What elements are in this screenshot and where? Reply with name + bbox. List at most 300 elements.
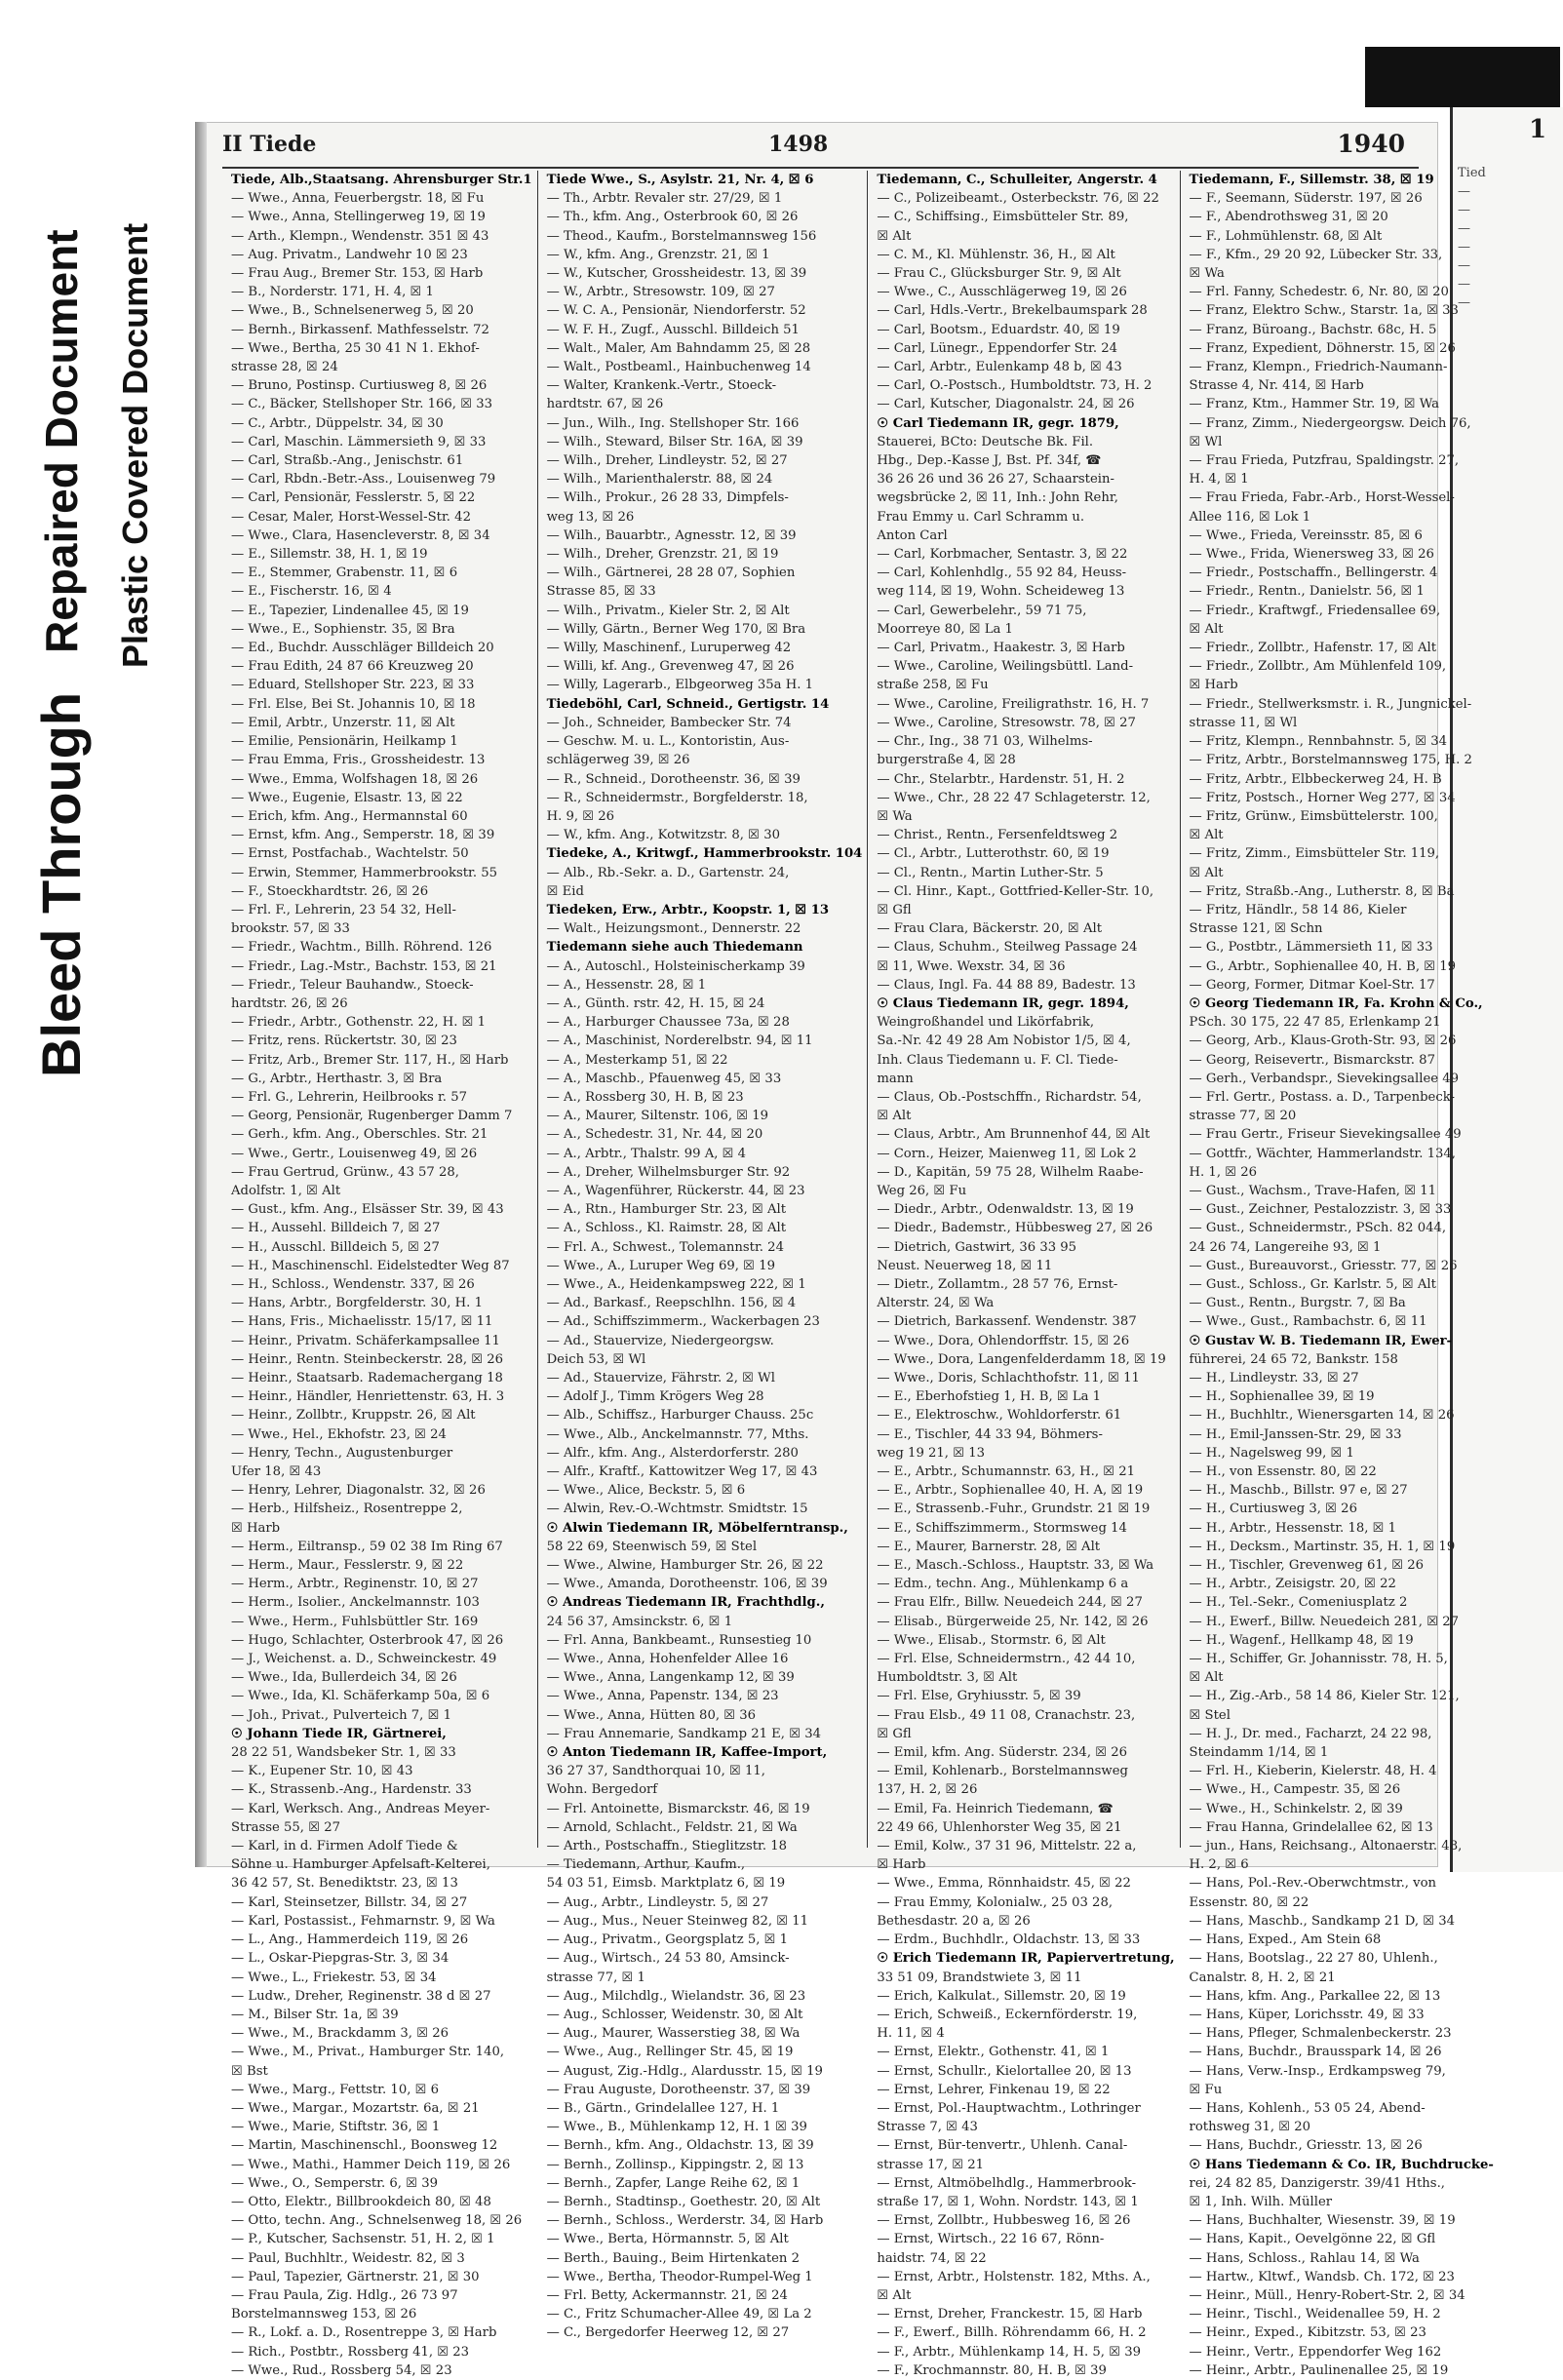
directory-entry: — Arnold, Schlacht., Feldstr. 21, ☒ Wa xyxy=(546,1819,798,1835)
directory-entry: — Hans, Fris., Michaelisstr. 15/17, ☒ 11 xyxy=(231,1314,493,1330)
directory-entry: — Rich., Postbtr., Rossberg 41, ☒ 23 xyxy=(231,2344,470,2360)
directory-entry: Sa.-Nr. 42 49 28 Am Nobistor 1/5, ☒ 4, xyxy=(877,1034,1131,1049)
directory-entry: — Fritz, Grünw., Eimsbüttelerstr. 100, xyxy=(1189,808,1438,824)
directory-entry: — Georg, Pensionär, Rugenberger Damm 7 xyxy=(231,1109,513,1124)
directory-entry: — G., Postbtr., Lämmersieth 11, ☒ 33 xyxy=(1189,940,1433,956)
directory-entry: — Wwe., Anna, Feuerbergstr. 18, ☒ Fu xyxy=(231,191,485,207)
directory-entry: — Wwe., B., Mühlenkamp 12, H. 1 ☒ 39 xyxy=(546,2120,807,2135)
directory-entry: — Friedr., Arbtr., Gothenstr. 22, H. ☒ 1 xyxy=(231,1015,487,1031)
directory-entry: — Fritz, Arbtr., Borstelmannsweg 175, H. 2 xyxy=(1189,753,1472,768)
directory-entry: — E., Tapezier, Lindenallee 45, ☒ 19 xyxy=(231,603,469,618)
directory-entry: — Ernst, Postfachab., Wachtelstr. 50 xyxy=(231,846,469,862)
directory-entry: — E., Eberhofstieg 1, H. B, ☒ La 1 xyxy=(877,1389,1102,1405)
directory-entry: ☒ Gfl xyxy=(877,902,912,917)
directory-entry: — Fritz, Arb., Bremer Str. 117, H., ☒ Harb xyxy=(231,1052,509,1068)
directory-entry: — Wilh., Privatm., Kieler Str. 2, ☒ Alt xyxy=(546,603,790,618)
directory-entry: — Willy, Gärtn., Berner Weg 170, ☒ Bra xyxy=(546,621,806,637)
directory-entry: — Heinr., Zollbtr., Kruppstr. 26, ☒ Alt xyxy=(231,1408,476,1424)
directory-entry: Neust. Neuerweg 18, ☒ 11 xyxy=(877,1258,1053,1273)
directory-entry: — F., Krochmannstr. 80, H. B, ☒ 39 xyxy=(877,2362,1107,2378)
directory-entry: 22 49 66, Uhlenhorster Weg 35, ☒ 21 xyxy=(877,1819,1122,1835)
directory-entry: — Herb., Hilfsheiz., Rosentreppe 2, xyxy=(231,1502,463,1517)
directory-entry: — Aug., Milchdlg., Wielandstr. 36, ☒ 23 xyxy=(546,1988,806,2004)
directory-entry: — A., Rtn., Hamburger Str. 23, ☒ Alt xyxy=(546,1202,787,1218)
directory-entry: — H., Sophienallee 39, ☒ 19 xyxy=(1189,1389,1375,1405)
plastic-covered-label: Plastic Covered Document xyxy=(115,222,155,668)
directory-entry: — Wwe., M., Privat., Hamburger Str. 140, xyxy=(231,2045,505,2060)
directory-entry: — Carl, Lünegr., Eppendorfer Str. 24 xyxy=(877,340,1118,356)
directory-entry: Inh. Claus Tiedemann u. F. Cl. Tiede- xyxy=(877,1052,1118,1068)
directory-entry: — R., Lokf. a. D., Rosentreppe 3, ☒ Harb xyxy=(231,2325,497,2341)
directory-entry: — Ludw., Dreher, Reginenstr. 38 d ☒ 27 xyxy=(231,1988,491,2004)
directory-entry: — Dietrich, Gastwirt, 36 33 95 xyxy=(877,1239,1077,1255)
directory-entry: — Fritz, Klempn., Rennbahnstr. 5, ☒ 34 xyxy=(1189,734,1448,750)
directory-entry: — A., Maschb., Pfauenweg 45, ☒ 33 xyxy=(546,1071,782,1086)
directory-entry: — Willy, Maschinenf., Luruperweg 42 xyxy=(546,641,792,656)
directory-entry: ☒ Harb xyxy=(231,1520,281,1536)
directory-entry: — Ernst, Elektr., Gothenstr. 41, ☒ 1 xyxy=(877,2045,1110,2060)
directory-entry: ☒ Harb xyxy=(1189,678,1238,693)
directory-entry: ☉ Carl Tiedemann IR, gegr. 1879, xyxy=(877,415,1119,431)
directory-entry: Stauerei, BCto: Deutsche Bk. Fil. xyxy=(877,434,1094,449)
directory-entry: — H., Maschb., Billstr. 97 e, ☒ 27 xyxy=(1189,1483,1408,1499)
directory-entry: — Hans, Kohlenh., 53 05 24, Abend- xyxy=(1189,2100,1426,2116)
directory-entry: — Henry, Techn., Augustenburger xyxy=(231,1445,453,1461)
directory-entry: — G., Arbtr., Herthastr. 3, ☒ Bra xyxy=(231,1071,443,1086)
directory-entry: — Hans, Exped., Am Stein 68 xyxy=(1189,1932,1382,1948)
directory-entry: — E., Masch.-Schloss., Hauptstr. 33, ☒ Wa xyxy=(877,1558,1154,1574)
next-page-line: — xyxy=(1458,295,1470,310)
directory-entry: — Carl, Maschin. Lämmersieth 9, ☒ 33 xyxy=(231,434,487,449)
directory-entry: — Fritz, Straßb.-Ang., Lutherstr. 8, ☒ Ba xyxy=(1189,883,1455,899)
directory-entry: H. 2, ☒ 6 xyxy=(1189,1857,1249,1873)
directory-entry: ☒ Wl xyxy=(1189,434,1223,449)
directory-entry: ☒ Gfl xyxy=(877,1726,912,1741)
directory-entry: — Wwe., Mathi., Hammer Deich 119, ☒ 26 xyxy=(231,2157,511,2172)
directory-entry: — Hans, Kapit., Oevelgönne 22, ☒ Gfl xyxy=(1189,2232,1436,2247)
directory-entry: Moorreye 80, ☒ La 1 xyxy=(877,621,1013,637)
directory-entry: — Friedr., Zollbtr., Am Mühlenfeld 109, xyxy=(1189,659,1447,675)
directory-entry: — H., Arbtr., Hessenstr. 18, ☒ 1 xyxy=(1189,1520,1397,1536)
directory-entry: — Walt., Heizungsmont., Dennerstr. 22 xyxy=(546,921,801,937)
directory-entry: hardtstr. 26, ☒ 26 xyxy=(231,995,348,1011)
directory-entry: — Bernh., kfm. Ang., Oldachstr. 13, ☒ 39 xyxy=(546,2138,814,2154)
directory-entry: — Franz, Büroang., Bachstr. 68c, H. 5 xyxy=(1189,322,1437,337)
directory-entry: — Walt., Postbeaml., Hainbuchenweg 14 xyxy=(546,360,811,375)
directory-entry: — E., Fischerstr. 16, ☒ 4 xyxy=(231,584,392,600)
directory-entry: — H., Schiffer, Gr. Johannisstr. 78, H. 5, xyxy=(1189,1652,1448,1667)
directory-entry: — Wwe., Anna, Hütten 80, ☒ 36 xyxy=(546,1707,757,1723)
directory-entry: — Wwe., E., Sophienstr. 35, ☒ Bra xyxy=(231,621,455,637)
directory-entry: — F., Ewerf., Billh. Röhrendamm 66, H. 2 xyxy=(877,2325,1147,2341)
directory-entry: — Herm., Maur., Fesslerstr. 9, ☒ 22 xyxy=(231,1558,464,1574)
directory-entry: Frau Emmy u. Carl Schramm u. xyxy=(877,509,1085,525)
directory-entry: — Henry, Lehrer, Diagonalstr. 32, ☒ 26 xyxy=(231,1483,486,1499)
directory-entry: — F., Lohmühlenstr. 68, ☒ Alt xyxy=(1189,228,1383,244)
directory-entry: 58 22 69, Steenwisch 59, ☒ Stel xyxy=(546,1539,758,1554)
directory-entry: ☉ Hans Tiedemann & Co. IR, Buchdrucke- xyxy=(1189,2157,1494,2172)
directory-entry: haidstr. 74, ☒ 22 xyxy=(877,2250,987,2266)
directory-entry: — Frau Aug., Bremer Str. 153, ☒ Harb xyxy=(231,266,484,282)
directory-entry: ☒ Alt xyxy=(877,2287,912,2303)
directory-entry: — Walt., Maler, Am Bahndamm 25, ☒ 28 xyxy=(546,340,811,356)
directory-entry: — Wwe., Caroline, Stresowstr. 78, ☒ 27 xyxy=(877,715,1136,730)
directory-entry: Deich 53, ☒ Wl xyxy=(546,1351,646,1367)
directory-entry: — Frl. Else, Schneidermstrn., 42 44 10, xyxy=(877,1652,1136,1667)
directory-entry: — Walter, Krankenk.-Vertr., Stoeck- xyxy=(546,378,777,394)
directory-entry: Humboldtstr. 3, ☒ Alt xyxy=(877,1670,1018,1686)
directory-entry: — A., Schedestr. 31, Nr. 44, ☒ 20 xyxy=(546,1127,763,1143)
directory-entry: schlägerweg 39, ☒ 26 xyxy=(546,753,690,768)
directory-entry: ☉ Gustav W. B. Tiedemann IR, Ewer- xyxy=(1189,1333,1453,1348)
directory-entry: — A., Rossberg 30, H. B, ☒ 23 xyxy=(546,1089,744,1105)
directory-entry: — Wwe., Anna, Stellingerweg 19, ☒ 19 xyxy=(231,210,486,225)
next-page-line: Tied xyxy=(1458,166,1486,180)
directory-entry: — Carl, Rbdn.-Betr.-Ass., Louisenweg 79 xyxy=(231,472,496,488)
directory-entry: ☒ Alt xyxy=(877,228,912,244)
directory-entry: — Aug., Wirtsch., 24 53 80, Amsinck- xyxy=(546,1951,790,1967)
directory-entry: — Ernst, Arbtr., Holstenstr. 182, Mths. A., xyxy=(877,2269,1151,2284)
directory-entry: — H., Curtiusweg 3, ☒ 26 xyxy=(1189,1502,1357,1517)
directory-entry: — H., Buchhltr., Wienersgarten 14, ☒ 26 xyxy=(1189,1408,1455,1424)
directory-entry: — Heinr., Arbtr., Paulinenallee 25, ☒ 19 xyxy=(1189,2362,1449,2378)
directory-entry: — Ernst, Bür-tenvertr., Uhlenh. Canal- xyxy=(877,2138,1128,2154)
directory-entry: — Emil, Kohlenarb., Borstelmannsweg xyxy=(877,1764,1128,1779)
directory-entry: ☉ Alwin Tiedemann IR, Möbelferntransp., xyxy=(546,1520,848,1536)
directory-entry: — Wilh., Steward, Bilser Str. 16A, ☒ 39 xyxy=(546,434,803,449)
directory-entry: — Arth., Postschaffn., Stieglitzstr. 18 xyxy=(546,1839,788,1854)
directory-entry: 54 03 51, Eimsb. Marktplatz 6, ☒ 19 xyxy=(546,1876,786,1892)
directory-entry: Tiede, Alb.,Staatsang. Ahrensburger Str.1 xyxy=(231,173,532,187)
directory-entry: — Heinr., Privatm. Schäferkampsallee 11 xyxy=(231,1333,500,1348)
directory-entry: straße 17, ☒ 1, Wohn. Nordstr. 143, ☒ 1 xyxy=(877,2194,1139,2209)
directory-entry: — H., Emil-Janssen-Str. 29, ☒ 33 xyxy=(1189,1426,1402,1442)
directory-entry: H. 11, ☒ 4 xyxy=(877,2026,945,2042)
directory-entry: — R., Schneid., Dorotheenstr. 36, ☒ 39 xyxy=(546,771,801,787)
directory-entry: — Bernh., Zollinsp., Kippingstr. 2, ☒ 13 xyxy=(546,2157,804,2172)
directory-entry: — Alb., Rb.-Sekr. a. D., Gartenstr. 24, xyxy=(546,865,790,880)
directory-entry: — Frl. G., Lehrerin, Heilbrooks r. 57 xyxy=(231,1089,467,1105)
directory-entry: — Alfr., kfm. Ang., Alsterdorferstr. 280 xyxy=(546,1445,799,1461)
directory-entry: — Georg, Reisevertr., Bismarckstr. 87 xyxy=(1189,1052,1435,1068)
directory-entry: — Wwe., Chr., 28 22 47 Schlageterstr. 12, xyxy=(877,790,1151,805)
directory-entry: — R., Schneidermstr., Borgfelderstr. 18, xyxy=(546,790,808,805)
directory-entry: — Wwe., H., Campestr. 35, ☒ 26 xyxy=(1189,1782,1401,1798)
directory-entry: — Wwe., Margar., Mozartstr. 6a, ☒ 21 xyxy=(231,2100,480,2116)
directory-entry: 36 27 37, Sandthorquai 10, ☒ 11, xyxy=(546,1764,765,1779)
directory-entry: — Fritz, Arbtr., Elbbeckerweg 24, H. B xyxy=(1189,771,1442,787)
directory-entry: — Wwe., C., Ausschlägerweg 19, ☒ 26 xyxy=(877,285,1127,300)
directory-entry: — Carl, Privatm., Haakestr. 3, ☒ Harb xyxy=(877,641,1125,656)
directory-entry: 33 51 09, Brandstwiete 3, ☒ 11 xyxy=(877,1970,1082,1985)
directory-entry: — Wwe., L., Friekestr. 53, ☒ 34 xyxy=(231,1970,437,1985)
directory-entry: ☒ 1, Inh. Wilh. Müller xyxy=(1189,2194,1333,2209)
directory-entry: — Wwe., Bertha, 25 30 41 N 1. Ekhof- xyxy=(231,340,480,356)
directory-entry: — Emil, Fa. Heinrich Tiedemann, ☎ xyxy=(877,1801,1114,1816)
directory-entry: — Heinr., Rentn. Steinbeckerstr. 28, ☒ 26 xyxy=(231,1351,504,1367)
directory-entry: — Wilh., Marienthalerstr. 88, ☒ 24 xyxy=(546,472,773,488)
directory-entry: Ufer 18, ☒ 43 xyxy=(231,1464,322,1480)
directory-entry: Bethesdastr. 20 a, ☒ 26 xyxy=(877,1913,1031,1929)
side-labels xyxy=(0,0,185,2123)
directory-entry: — Frau Auguste, Dorotheenstr. 37, ☒ 39 xyxy=(546,2082,811,2097)
directory-entry: Strasse 85, ☒ 33 xyxy=(546,584,656,600)
directory-entry: — Diedr., Arbtr., Odenwaldstr. 13, ☒ 19 xyxy=(877,1202,1134,1218)
directory-entry: — C., Fritz Schumacher-Allee 49, ☒ La 2 xyxy=(546,2307,812,2322)
directory-entry: Adolfstr. 1, ☒ Alt xyxy=(231,1183,341,1198)
directory-entry: — F., Arbtr., Mühlenkamp 14, H. 5, ☒ 39 xyxy=(877,2344,1141,2360)
directory-page xyxy=(195,122,1494,2378)
directory-entry: — Elisab., Bürgerweide 25, Nr. 142, ☒ 26 xyxy=(877,1614,1149,1629)
next-page-line: — xyxy=(1458,277,1470,292)
directory-entry: — Claus, Arbtr., Am Brunnenhof 44, ☒ Alt xyxy=(877,1127,1151,1143)
directory-entry: — Frl. F., Lehrerin, 23 54 32, Hell- xyxy=(231,902,456,917)
directory-entry: — Gust., Zeichner, Pestalozzistr. 3, ☒ 33 xyxy=(1189,1202,1452,1218)
directory-entry: — H., Tischler, Grevenweg 61, ☒ 26 xyxy=(1189,1558,1424,1574)
directory-entry: — Wwe., Bertha, Theodor-Rumpel-Weg 1 xyxy=(546,2269,813,2284)
directory-entry: — Frl. A., Schwest., Tolemannstr. 24 xyxy=(546,1239,784,1255)
directory-entry: — Carl, Hdls.-Vertr., Brekelbaumspark 28 xyxy=(877,303,1148,319)
directory-entry: — D., Kapitän, 59 75 28, Wilhelm Raabe- xyxy=(877,1164,1144,1180)
directory-entry: — A., Schloss., Kl. Raimstr. 28, ☒ Alt xyxy=(546,1221,787,1236)
directory-entry: — August, Zig.-Hdlg., Alardusstr. 15, ☒ 19 xyxy=(546,2063,823,2079)
directory-entry: — Karl, in d. Firmen Adolf Tiede & xyxy=(231,1839,458,1854)
directory-entry: weg 13, ☒ 26 xyxy=(546,509,635,525)
directory-entry: Söhne u. Hamburger Apfelsaft-Kelterei, xyxy=(231,1857,490,1873)
directory-entry: — Theod., Kaufm., Borstelmannsweg 156 xyxy=(546,228,817,244)
directory-entry: — Wilh., Gärtnerei, 28 28 07, Sophien xyxy=(546,566,796,581)
directory-entry: wegsbrücke 2, ☒ 11, Inh.: John Rehr, xyxy=(877,490,1118,506)
directory-entry: — Edm., techn. Ang., Mühlenkamp 6 a xyxy=(877,1577,1129,1592)
directory-entry: — Wilh., Bauarbtr., Agnesstr. 12, ☒ 39 xyxy=(546,527,797,543)
directory-entry: Strasse 4, Nr. 414, ☒ Harb xyxy=(1189,378,1364,394)
directory-entry: — Karl, Steinsetzer, Billstr. 34, ☒ 27 xyxy=(231,1894,468,1910)
directory-entry: — Carl, Korbmacher, Sentastr. 3, ☒ 22 xyxy=(877,547,1128,563)
directory-entry: ☒ Alt xyxy=(1189,828,1224,843)
directory-entry: — Eduard, Stellshoper Str. 223, ☒ 33 xyxy=(231,678,475,693)
directory-entry: — H., Arbtr., Zeisigstr. 20, ☒ 22 xyxy=(1189,1577,1396,1592)
directory-entry: — Wwe., O., Semperstr. 6, ☒ 39 xyxy=(231,2175,438,2191)
directory-entry: — Aug., Privatm., Georgsplatz 5, ☒ 1 xyxy=(546,1932,789,1948)
directory-entry: — Alwin, Rev.-O.-Wchtmstr. Smidtstr. 15 xyxy=(546,1502,808,1517)
directory-entry: Strasse 121, ☒ Schn xyxy=(1189,921,1323,937)
directory-entry: — A., Mesterkamp 51, ☒ 22 xyxy=(546,1052,728,1068)
directory-entry: Tiedemann siehe auch Thiedemann xyxy=(546,940,803,956)
directory-entry: — Aug., Mus., Neuer Steinweg 82, ☒ 11 xyxy=(546,1913,809,1929)
directory-entry: ☒ Stel xyxy=(1189,1707,1231,1723)
directory-entry: Anton Carl xyxy=(877,527,948,543)
directory-entry: — Gerh., Verbandspr., Sievekingsallee 49 xyxy=(1189,1071,1460,1086)
directory-entry: — Friedr., Lag.-Mstr., Bachstr. 153, ☒ 21 xyxy=(231,958,497,974)
directory-entry: — Frau C., Glücksburger Str. 9, ☒ Alt xyxy=(877,266,1121,282)
directory-entry: Tiedemann, F., Sillemstr. 38, ☒ 19 xyxy=(1189,173,1434,187)
directory-entry: — Chr., Ing., 38 71 03, Wilhelms- xyxy=(877,734,1093,750)
directory-entry: — B., Gärtn., Grindelallee 127, H. 1 xyxy=(546,2100,780,2116)
directory-entry: — Joh., Privat., Pulverteich 7, ☒ 1 xyxy=(231,1707,451,1723)
directory-entry: — Carl, Arbtr., Eulenkamp 48 b, ☒ 43 xyxy=(877,360,1122,375)
directory-entry: — Wwe., Alwine, Hamburger Str. 26, ☒ 22 xyxy=(546,1558,824,1574)
directory-entry: — A., Maschinist, Norderelbstr. 94, ☒ 11 xyxy=(546,1034,813,1049)
directory-entry: — Claus, Ob.-Postschffn., Richardstr. 54, xyxy=(877,1089,1142,1105)
directory-entry: — Wilh., Prokur., 26 28 33, Dimpfels- xyxy=(546,490,789,506)
directory-entry: — Frau Clara, Bäckerstr. 20, ☒ Alt xyxy=(877,921,1102,937)
directory-entry: — F., Stoeckhardtstr. 26, ☒ 26 xyxy=(231,883,429,899)
directory-entry: — Willy, Lagerarb., Elbgeorweg 35a H. 1 xyxy=(546,678,814,693)
directory-entry: — W., kfm. Ang., Kotwitzstr. 8, ☒ 30 xyxy=(546,828,780,843)
directory-entry: Strasse 7, ☒ 43 xyxy=(877,2120,978,2135)
repaired-document-label: Repaired Document xyxy=(36,229,87,653)
directory-entry: — F., Kfm., 29 20 92, Lübecker Str. 33, xyxy=(1189,247,1443,262)
directory-entry: — Emil, Kolw., 37 31 96, Mittelstr. 22 a, xyxy=(877,1839,1137,1854)
directory-entry: — Emil, Arbtr., Unzerstr. 11, ☒ Alt xyxy=(231,715,455,730)
directory-entry: 137, H. 2, ☒ 26 xyxy=(877,1782,978,1798)
directory-entry: — G., Arbtr., Sophienallee 40, H. B, ☒ 19 xyxy=(1189,958,1457,974)
directory-entry: hardtstr. 67, ☒ 26 xyxy=(546,397,664,412)
directory-entry: — Emilie, Pensionärin, Heilkamp 1 xyxy=(231,734,458,750)
directory-entry: — Carl, Gewerbelehr., 59 71 75, xyxy=(877,603,1087,618)
directory-entry: Allee 116, ☒ Lok 1 xyxy=(1189,509,1311,525)
directory-entry: brookstr. 57, ☒ 33 xyxy=(231,921,350,937)
directory-entry: weg 114, ☒ 19, Wohn. Scheideweg 13 xyxy=(877,584,1125,600)
directory-entry: — Frau Annemarie, Sandkamp 21 E, ☒ 34 xyxy=(546,1726,821,1741)
directory-entry: strasse 77, ☒ 1 xyxy=(546,1970,645,1985)
directory-entry: — Otto, techn. Ang., Schnelsenweg 18, ☒ 26 xyxy=(231,2213,523,2229)
directory-entry: — Th., kfm. Ang., Osterbrook 60, ☒ 26 xyxy=(546,210,799,225)
directory-entry: — Frl. Gertr., Postass. a. D., Tarpenbeck- xyxy=(1189,1089,1455,1105)
directory-entry: rothsweg 31, ☒ 20 xyxy=(1189,2120,1311,2135)
directory-entry: — Frau Frieda, Fabr.-Arb., Horst-Wessel- xyxy=(1189,490,1455,506)
directory-entry: — Gottfr., Wächter, Hammerlandstr. 134, xyxy=(1189,1146,1456,1161)
directory-entry: — Hans, Pol.-Rev.-Oberwchtmstr., von xyxy=(1189,1876,1437,1892)
directory-entry: — Franz, Klempn., Friedrich-Naumann- xyxy=(1189,360,1448,375)
directory-entry: — Th., Arbtr. Revaler str. 27/29, ☒ 1 xyxy=(546,191,783,207)
directory-entry: — Cl., Rentn., Martin Luther-Str. 5 xyxy=(877,865,1104,880)
directory-entry: — A., Hessenstr. 28, ☒ 1 xyxy=(546,977,707,993)
directory-entry: — Karl, Postassist., Fehmarnstr. 9, ☒ Wa xyxy=(231,1913,495,1929)
directory-entry: — K., Strassenb.-Ang., Hardenstr. 33 xyxy=(231,1782,472,1798)
directory-entry: Strasse 55, ☒ 27 xyxy=(231,1819,340,1835)
directory-entry: — Hans, Buchhalter, Wiesenstr. 39, ☒ 19 xyxy=(1189,2213,1456,2229)
directory-entry: — F., Abendrothsweg 31, ☒ 20 xyxy=(1189,210,1388,225)
directory-entry: — E., Arbtr., Sophienallee 40, H. A, ☒ 19 xyxy=(877,1483,1144,1499)
directory-entry: — Gust., kfm. Ang., Elsässer Str. 39, ☒ 43 xyxy=(231,1202,504,1218)
page-number: 1498 xyxy=(768,132,829,157)
directory-entry: — Claus, Ingl. Fa. 44 88 89, Badestr. 13 xyxy=(877,977,1136,993)
directory-entry: — A., Günth. rstr. 42, H. 15, ☒ 24 xyxy=(546,995,765,1011)
section-heading: II Tiede xyxy=(222,132,317,157)
directory-entry: — Ernst, Altmöbelhdlg., Hammerbrook- xyxy=(877,2175,1137,2191)
directory-entry: — Carl, Straßb.-Ang., Jenischstr. 61 xyxy=(231,453,464,469)
scan-black-tab xyxy=(1365,47,1560,107)
directory-entry: — Carl, O.-Postsch., Humboldtstr. 73, H. 2 xyxy=(877,378,1153,394)
directory-entry: — Friedr., Stellwerksmstr. i. R., Jungnickel- xyxy=(1189,696,1472,712)
directory-entry: 36 42 57, St. Benediktstr. 23, ☒ 13 xyxy=(231,1876,458,1892)
directory-entry: — Hans, Buchdr., Brausspark 14, ☒ 26 xyxy=(1189,2045,1442,2060)
directory-entry: — Otto, Elektr., Billbrookdeich 80, ☒ 48 xyxy=(231,2194,491,2209)
directory-entry: — Berth., Bauing., Beim Hirtenkaten 2 xyxy=(546,2250,800,2266)
directory-entry: — Dietrich, Barkassenf. Wendenstr. 387 xyxy=(877,1314,1137,1330)
directory-entry: — Heinr., Tischl., Weidenallee 59, H. 2 xyxy=(1189,2307,1441,2322)
directory-entry: — Wilh., Dreher, Lindleystr. 52, ☒ 27 xyxy=(546,453,788,469)
directory-entry: — Karl, Werksch. Ang., Andreas Meyer- xyxy=(231,1801,490,1816)
directory-entry: Hbg., Dep.-Kasse J, Bst. Pf. 34f, ☎ xyxy=(877,453,1102,469)
directory-entry: — Willi, kf. Ang., Grevenweg 47, ☒ 26 xyxy=(546,659,795,675)
directory-entry: — Wwe., Caroline, Weilingsbüttl. Land- xyxy=(877,659,1134,675)
directory-entry: — C., Arbtr., Düppelstr. 34, ☒ 30 xyxy=(231,415,444,431)
directory-entry: — Frau Emma, Fris., Grossheidestr. 13 xyxy=(231,753,486,768)
directory-entry: — Hans, Bootslag., 22 27 80, Uhlenh., xyxy=(1189,1951,1438,1967)
directory-entry: — K., Eupener Str. 10, ☒ 43 xyxy=(231,1764,413,1779)
directory-entry: ☉ Johann Tiede IR, Gärtnerei, xyxy=(231,1726,447,1741)
directory-entry: Tiedeke, A., Kritwgf., Hammerbrookstr. 104 xyxy=(546,846,863,862)
directory-entry: — Ernst, Wirtsch., 22 16 67, Rönn- xyxy=(877,2232,1105,2247)
directory-entry: — Carl, Kutscher, Diagonalstr. 24, ☒ 26 xyxy=(877,397,1135,412)
directory-entry: — Wwe., Dora, Ohlendorffstr. 15, ☒ 26 xyxy=(877,1333,1130,1348)
next-page-line: — xyxy=(1458,221,1470,236)
directory-entry: — Jun., Wilh., Ing. Stellshoper Str. 166 xyxy=(546,415,800,431)
directory-entry: — H., Lindleystr. 33, ☒ 27 xyxy=(1189,1371,1359,1385)
directory-entry: — Alfr., Kraftf., Kattowitzer Weg 17, ☒ 43 xyxy=(546,1464,818,1480)
column-2 xyxy=(542,171,869,2341)
directory-entry: — Fritz, Händlr., 58 14 86, Kieler xyxy=(1189,902,1407,917)
directory-entry: — H., Ausschl. Billdeich 5, ☒ 27 xyxy=(231,1239,440,1255)
directory-entry: — Hans, Pfleger, Schmalenbeckerstr. 23 xyxy=(1189,2026,1452,2042)
directory-entry: — Wwe., Elisab., Stormstr. 6, ☒ Alt xyxy=(877,1632,1106,1648)
directory-entry: — Cl., Arbtr., Lutterothstr. 60, ☒ 19 xyxy=(877,846,1110,862)
bleed-through-label: Bleed Through xyxy=(30,691,92,1077)
directory-entry: — M., Bilser Str. 1a, ☒ 39 xyxy=(231,2007,399,2022)
directory-entry: — Adolf J., Timm Krögers Weg 28 xyxy=(546,1389,764,1405)
directory-entry: — Friedr., Kraftwgf., Friedensallee 69, xyxy=(1189,603,1441,618)
directory-entry: — Wwe., Dora, Langenfelderdamm 18, ☒ 19 xyxy=(877,1351,1166,1367)
directory-entry: — Hans, Arbtr., Borgfelderstr. 30, H. 1 xyxy=(231,1296,483,1311)
directory-entry: — Wwe., Alb., Anckelmannstr. 77, Mths. xyxy=(546,1426,809,1442)
directory-entry: — A., Arbtr., Thalstr. 99 A, ☒ 4 xyxy=(546,1146,747,1161)
directory-entry: — Carl, Bootsm., Eduardstr. 40, ☒ 19 xyxy=(877,322,1120,337)
directory-entry: ☉ Erich Tiedemann IR, Papiervertretung, xyxy=(877,1951,1175,1967)
directory-entry: — Bernh., Stadtinsp., Goethestr. 20, ☒ Alt xyxy=(546,2194,821,2209)
directory-entry: — Fritz, Postsch., Horner Weg 277, ☒ 34 xyxy=(1189,790,1456,805)
directory-entry: 24 26 74, Langereihe 93, ☒ 1 xyxy=(1189,1239,1382,1255)
directory-entry: Tiedemann, C., Schulleiter, Angerstr. 4 xyxy=(877,173,1157,187)
directory-entry: — Frau Paula, Zig. Hdlg., 26 73 97 xyxy=(231,2287,458,2303)
directory-entry: — Wwe., Hel., Ekhofstr. 23, ☒ 24 xyxy=(231,1426,447,1442)
directory-entry: — W. C. A., Pensionär, Niendorferstr. 52 xyxy=(546,303,806,319)
directory-entry: — Erich, kfm. Ang., Hermannstal 60 xyxy=(231,808,468,824)
directory-entry: 24 56 37, Amsinckstr. 6, ☒ 1 xyxy=(546,1614,733,1629)
directory-entry: — Bruno, Postinsp. Curtiusweg 8, ☒ 26 xyxy=(231,378,488,394)
directory-entry: — Fritz, rens. Rückertstr. 30, ☒ 23 xyxy=(231,1034,457,1049)
directory-entry: — Wwe., M., Brackdamm 3, ☒ 26 xyxy=(231,2026,449,2042)
directory-entry: ☉ Anton Tiedemann IR, Kaffee-Import, xyxy=(546,1745,828,1761)
directory-entry: — P., Kutscher, Sachsenstr. 51, H. 2, ☒ 1 xyxy=(231,2232,495,2247)
directory-entry: — Erich, Kalkulat., Sillemstr. 20, ☒ 19 xyxy=(877,1988,1126,2004)
directory-entry: — Wwe., Alice, Beckstr. 5, ☒ 6 xyxy=(546,1483,746,1499)
directory-entry: ☉ Andreas Tiedemann IR, Frachthdlg., xyxy=(546,1595,825,1611)
directory-entry: — Wwe., A., Heidenkampsweg 222, ☒ 1 xyxy=(546,1276,806,1292)
directory-entry: — Herm., Arbtr., Reginenstr. 10, ☒ 27 xyxy=(231,1577,479,1592)
directory-entry: — Hartw., Kltwf., Wandsb. Ch. 172, ☒ 23 xyxy=(1189,2269,1455,2284)
directory-entry: — W., kfm. Ang., Grenzstr. 21, ☒ 1 xyxy=(546,247,770,262)
page-header xyxy=(222,128,1419,167)
directory-entry: 28 22 51, Wandsbeker Str. 1, ☒ 33 xyxy=(231,1745,456,1761)
directory-entry: strasse 11, ☒ Wl xyxy=(1189,715,1298,730)
directory-entry: — Bernh., Zapfer, Lange Reihe 62, ☒ 1 xyxy=(546,2175,801,2191)
directory-entry: — Claus, Schuhm., Steilweg Passage 24 xyxy=(877,940,1138,956)
directory-entry: Steindamm 1/14, ☒ 1 xyxy=(1189,1745,1329,1761)
year-heading: 1940 xyxy=(1337,130,1405,158)
directory-entry: Essenstr. 80, ☒ 22 xyxy=(1189,1894,1309,1910)
